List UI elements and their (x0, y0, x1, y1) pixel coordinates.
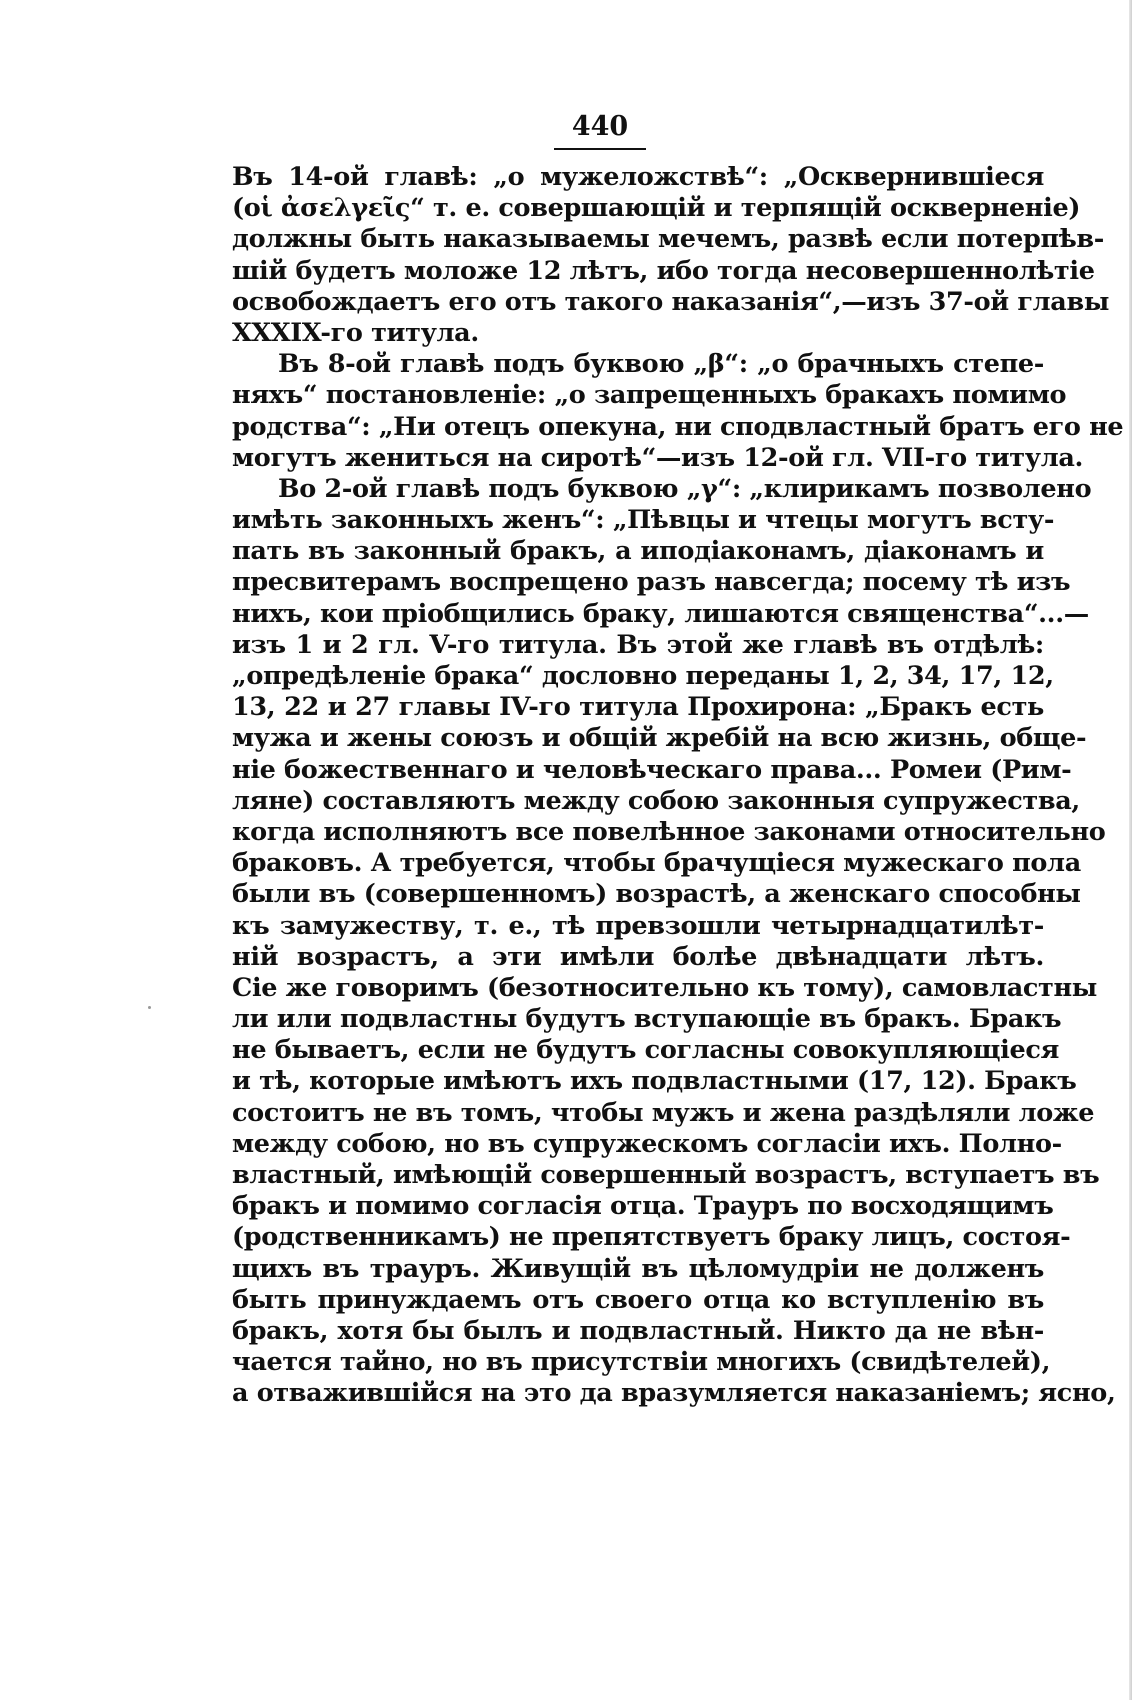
text-line: 13, 22 и 27 главы IV-го титула Прохирона: „Бракъ есть (232, 692, 1044, 723)
text-line: къ замужеству, т. е., тѣ превзошли четырнадцатилѣт- (232, 910, 1044, 941)
text-line: состоитъ не въ томъ, чтобы мужъ и жена раздѣляли ложе (232, 1097, 1095, 1128)
text-line: родства“: „Ни отецъ опекуна, ни сподвластный братъ его не (232, 411, 1124, 442)
text-line: властный, имѣющій совершенный возрастъ, вступаетъ въ (232, 1160, 1100, 1190)
text-line: XXXIX-го титула. (232, 317, 479, 348)
text-line: Въ 8-ой главѣ подъ буквою „β“: „о брачныхъ степе- (278, 349, 1044, 380)
text-line: няхъ“ постановленіе: „о запрещенныхъ бракахъ помимо (232, 380, 1067, 411)
page-speck (148, 1006, 151, 1009)
text-line: бракъ и помимо согласія отца. Трауръ по восходящимъ (232, 1191, 1054, 1222)
text-line: когда исполняютъ все повелѣнное законами относительно (232, 816, 1106, 847)
text-line: бракъ, хотя бы былъ и подвластный. Никто да не вѣн- (232, 1315, 1044, 1346)
page-number-rule (554, 148, 646, 150)
text-line: Сіе же говоримъ (безотносительно къ тому), самовластны (232, 972, 1098, 1003)
text-line: (родственникамъ) не препятствуетъ браку лицъ, состоя- (232, 1222, 1071, 1253)
text-line: были въ (совершенномъ) возрастѣ, а женскаго способны (232, 879, 1081, 910)
text-line: ляне) составляютъ между собою законныя супружества, (232, 785, 1080, 816)
page-edge-shadow (1129, 0, 1132, 1700)
text-line: пресвитерамъ воспрещено разъ навсегда; посему тѣ изъ (232, 567, 1071, 598)
text-line: „опредѣленіе брака“ дословно переданы 1, 2, 34, 17, 12, (232, 661, 1054, 691)
page-number: 440 (571, 111, 629, 142)
text-line: изъ 1 и 2 гл. V-го титула. Въ этой же главѣ въ отдѣлѣ: (232, 629, 1044, 660)
text-line: должны быть наказываемы мечемъ, развѣ если потерпѣв- (232, 224, 1105, 255)
text-line: нихъ, кои пріобщились браку, лишаются священства“...— (232, 598, 1089, 629)
text-line: и тѣ, которые имѣютъ ихъ подвластными (17, 12). Бракъ (232, 1066, 1077, 1097)
text-line: ніе божественнаго и человѣческаго права... Ромеи (Рим- (232, 754, 1072, 785)
text-line: браковъ. А требуется, чтобы брачущіеся мужескаго пола (232, 848, 1081, 879)
text-line: не бываетъ, если не будутъ согласны совокупляющіеся (232, 1035, 1060, 1066)
text-line: между собою, но въ супружескомъ согласіи ихъ. Полно- (232, 1128, 1062, 1159)
body-text (232, 162, 1124, 1410)
text-line: Во 2-ой главѣ подъ буквою „γ“: „клирикамъ позволено (278, 473, 1092, 504)
text-line: ній возрастъ, а эти имѣли болѣе двѣнадцати лѣтъ. (232, 941, 1044, 972)
text-line: щихъ въ трауръ. Живущій въ цѣломудріи не долженъ (232, 1253, 1044, 1284)
text-line: могутъ жениться на сиротѣ“—изъ 12-ой гл. VII-го титула. (232, 442, 1084, 473)
text-line: а отважившійся на это да вразумляется наказаніемъ; ясно, (232, 1378, 1116, 1409)
text-line: чается тайно, но въ присутствіи многихъ (свидѣтелей), (232, 1347, 1051, 1378)
text-line: имѣть законныхъ женъ“: „Пѣвцы и чтецы могутъ всту- (232, 505, 1055, 536)
text-line: освобождаетъ его отъ такого наказанія“,—изъ 37-ой главы (232, 286, 1110, 317)
text-line: ли или подвластны будутъ вступающіе въ бракъ. Бракъ (232, 1004, 1062, 1035)
text-line: Въ 14-ой главѣ: „о мужеложствѣ“: „Осквернившіеся (232, 162, 1044, 192)
text-line: быть принуждаемъ отъ своего отца ко вступленію въ (232, 1284, 1044, 1315)
text-line: (οἱ ἀσελγεῖς“ т. е. совершающій и терпящій оскверненіе) (232, 193, 1081, 224)
text-line: шій будетъ моложе 12 лѣтъ, ибо тогда несовершеннолѣтіе (232, 255, 1095, 286)
text-line: пать въ законный бракъ, а иподіаконамъ, діаконамъ и (232, 536, 1044, 567)
text-line: мужа и жены союзъ и общій жребій на всю жизнь, обще- (232, 723, 1087, 754)
